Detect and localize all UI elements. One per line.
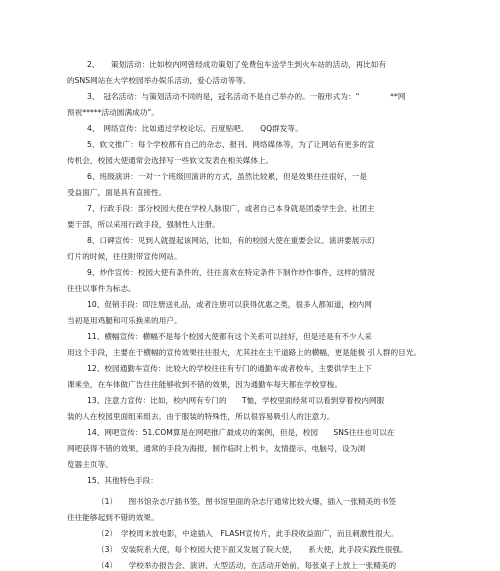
text-line: 6、班级演讲：一对一个班级回演讲的方式，虽然比较累，但是效果往往很好，一是 bbox=[87, 172, 368, 181]
text-line: 2、 策划活动：比如校内网曾经成功策划了免费包车送学生到火车站的活动，再比如有 bbox=[87, 60, 387, 69]
text-line: 9、炒作宣传：校园大使有条件的，往往喜欢在特定条件下制作炒作事件，这样的情况 bbox=[87, 268, 375, 277]
text-line: 12、校园通勤车宣传：比较大的学校往往有专门的通勤车或者校车，主要供学生上下 bbox=[87, 364, 372, 373]
text-line: 10、促销手段：即注册送礼品，或者注册可以获得优惠之类，很多人都知道，校内网 bbox=[87, 300, 372, 309]
text-line: 的SNS网站在大学校园举办娱乐活动，爱心活动等等。 bbox=[67, 76, 251, 85]
text-line: 用这个手段，主要在于横幅的宣传效果往往很大，尤其挂在主干道路上的横幅，更是能极 引人群的目光。 bbox=[67, 348, 422, 357]
text-line: （2） 学校周末放电影，中途插入 FLASH宣传片，此手段收益面广，而且刺激性很大。 bbox=[97, 529, 398, 538]
text-line: 装的人在校园里面组来组去，由于服装的特殊性，所以很容易吸引人的注意力。 bbox=[67, 412, 335, 421]
text-line: 览器主页等。 bbox=[67, 460, 113, 469]
text-line: 往往以事件为标志。 bbox=[67, 284, 136, 293]
text-line: （3） 安装院系大使，每个校园大使下面又发展了院大使， 系大使，此手段实践性很强。 bbox=[97, 545, 408, 554]
text-line: 3、 冠名活动：与策划活动不同的是，冠名活动不是自己举办的。一般形式为：“ **网 bbox=[87, 92, 406, 101]
text-line: 当初是用鸡腿和可乐换来的用户。 bbox=[67, 316, 182, 325]
text-line: 8、口碑宣传：见到人就提起该网站，比如，有的校园大使在重要会议、演讲要展示幻 bbox=[87, 236, 375, 245]
text-line: （1） 图书馆杂志厅插书签，图书馆里面的杂志厅通常比较火爆，插入一张精美的书签 bbox=[97, 497, 397, 506]
text-line: 7、行政手段：部分校园大使在学校人脉很广，或者自己本身就是团委学生会、社团主 bbox=[87, 204, 375, 213]
text-line: 5、软文推广：每个学校都有自己的杂志、报刊、网络媒体等，为了让网站有更多的宣 bbox=[87, 140, 375, 149]
text-line: 往往能够起到不错的效果。 bbox=[67, 513, 159, 522]
text-line: 13、注意力宣传：比如，校内网有专门的 T恤，学校里面经常可以看到穿着校内网服 bbox=[87, 396, 385, 405]
text-line: （4） 学校举办报告会、演讲、大型活动，在活动开始前，每张桌子上放上一张精美的 bbox=[97, 561, 397, 570]
text-line: 传机会，校园大使通常会选择写一些软文发表在相关媒体上。 bbox=[67, 156, 274, 165]
text-line: 11、横幅宣传：横幅不是每个校园大使都有这个关系可以挂好，但是还是有不少人采 bbox=[87, 332, 372, 341]
text-line: 网吧获得不错的效果，通常的手段为海报，制作临时上机卡，友情提示，电脑号，设为浏 bbox=[67, 444, 366, 453]
text-line: 15、其他特色手段： bbox=[87, 476, 158, 485]
text-line: 课乘坐，在车体做广告往往能够收到不错的效果，因为通勤车每天都在学校穿梭。 bbox=[67, 380, 343, 389]
text-line: 受益面广，面是具有直接性。 bbox=[67, 188, 167, 197]
text-line: 14、网吧宣传：51.COM算是在网吧推广最成功的案例，但是，校园 SNS往往也可以在 bbox=[87, 428, 395, 437]
text-line: 要干部，所以采用行政手段，强制性人注册。 bbox=[67, 220, 220, 229]
text-line: 灯片的时候，往往附带宣传网站。 bbox=[67, 252, 182, 261]
text-line: 预祝*****活动圆满成功”。 bbox=[67, 108, 160, 117]
text-line: 4、 网络宣传：比如通过学校论坛、百度贴吧、 QQ群发等。 bbox=[87, 124, 303, 133]
